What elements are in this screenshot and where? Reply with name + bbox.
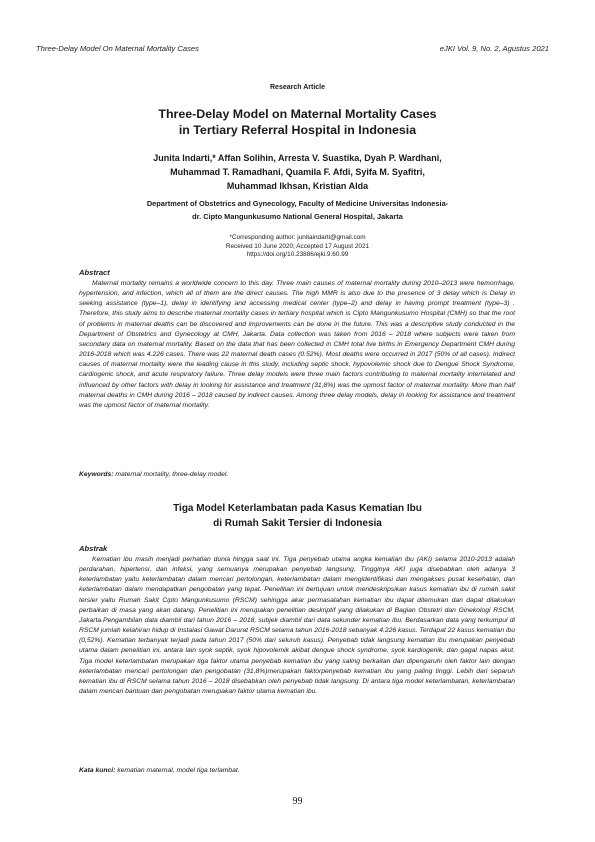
indonesian-title-line: di Rumah Sakit Tersier di Indonesia bbox=[213, 517, 382, 529]
abstrak-body bbox=[79, 555, 515, 697]
kata-kunci-label: Kata kunci: bbox=[79, 767, 116, 774]
abstract-heading: Abstract bbox=[79, 268, 110, 277]
affiliation-line: Department of Obstetrics and Gynecology, Faculty of Medicine Universitas Indonesia- bbox=[146, 199, 449, 208]
abstrak-heading: Abstrak bbox=[79, 544, 108, 553]
article-title-line: Three-Delay Model on Maternal Mortality Cases bbox=[158, 107, 437, 121]
page-number: 99 bbox=[292, 796, 303, 807]
affiliation-line: dr. Cipto Mangunkusumo National General Hospital, Jakarta bbox=[192, 211, 403, 221]
article-type-label: Research Article bbox=[270, 84, 325, 91]
author-line: Muhammad T. Ramadhani, Quamila F. Afdi, Syifa M. Syafitri, bbox=[170, 167, 425, 177]
corresponding-author: *Corresponding author: junitaindarti@gmail.com bbox=[229, 234, 366, 241]
doi-link[interactable]: https://doi.org/10.23886/ejki.9.60.99 bbox=[246, 251, 349, 259]
keywords-value: maternal mortality, three-delay model. bbox=[115, 471, 229, 478]
indonesian-title bbox=[60, 502, 535, 531]
kata-kunci-value: kematian maternal, model tiga terlambat. bbox=[117, 767, 240, 774]
affiliation bbox=[60, 198, 535, 223]
abstract-body bbox=[79, 279, 515, 411]
article-meta bbox=[60, 234, 535, 260]
author-line: Junita Indarti,* Affan Solihin, Arresta V. Suastika, Dyah P. Wardhani, bbox=[153, 153, 442, 163]
running-header-journal: eJKI Vol. 9, No. 2, Agustus 2021 bbox=[439, 44, 549, 53]
author-line: Muhammad Ikhsan, Kristian Alda bbox=[226, 181, 369, 191]
abstrak-paragraph: Kematian ibu masih menjadi perhatian dunia hingga saat ini. Tiga penyebab utama angka kematian ibu (AKI) selama 2010-2013 adalah perdarahan, hipertensi, dan infeksi, yang semuanya merupakan penyebab langsung. Tingginya AKI juga disebabkan oleh adanya 3 keterlambatan yaitu keterlambatan dalam mencari pertolongan, keterlambatan dalam mengidentifikasi dan mengakses pusat kesehatan, dan keterlambatan dalam mendapatkan pengobatan yang tepat. Penelitian ini bertujuan untuk mendeskripsikan kasus kematian ibu di rumah sakit tersier yaitu Rumah Sakit Cipto Mangunkusumo (RSCM) sehingga akar permasalahan kematian ibu dapat ditemukan dan dapat dilakukan perbaikan di masa yang akan datang. Penelitian ini merupakan penelitian deskriptif yang dilakukan di Bagian Obstetri dan Ginekologi RSCM, Jakarta.Pengambilan data diambil dari tahun 2016 – 2018, subjek diambil dari data sekunder kematian ibu. Berdasarkan data yang terkumpul di RSCM jumlah kelahiran hidup di Instalasi Gawat Darurat RSCM selama tahun 2016-2018 sebanyak 4.226 kasus. Terdapat 22 kasus kematian ibu (0,52%). Kematian terbanyak terjadi pada tahun 2017 (50% dari seluruh kasus). Penyebab tidak langsung kematian ibu merupakan penyebab utama dalam penelitian ini, antara lain syok septik, syok hipovolemik akibat dengue shock syndrome, syok kardiogenik, dan gagal napas akut. Tiga model keterlambatan merupakan tiga faktor utama penyebab kematian ibu yang saling berkaitan dan dipengaruhi oleh faktor lain dengan keterlambatan mencari pertolongan dan pengobatan (31,8%)merupakan faktorpenyebab kematian ibu yang paling tinggi. Lebih dari separuh kematian ibu di RSCM selama tahun 2016 – 2018 disebabkan oleh penyebab tidak langsung. Di antara tiga model keterlambatan, keterlambatan dalam mencari bantuan dan pengobatan merupakan faktor utama kematian ibu. bbox=[79, 556, 515, 696]
abstract-paragraph: Maternal mortality remains a worldwide concern to this day. Three main causes of maternal mortality during 2010–2013 were hemorrhage, hypertension, and infection, which all of them are the direct causes. The high MMR is also due to the presence of 3 delay which is Delay in seeking assistance (type–1), delay in identifying and accessing medical center (type–2) and delay in having prompt treatment (type–3) . Therefore, this study aims to describe maternal mortality cases in tertiary hospital which is Cipto Mangunkusumo Hospital (CMH) so that the root of problems in maternal deaths can be discovered and improvements can be done in the future. This was a descriptive study conducted in the Department of Obstetrics and Gynecology at CMH, Jakarta. Data collection was taken from 2016 – 2018 where subjects were taken from secondary data on maternal mortality. Based on the data that has been collected in CMH total live births in Emergency Department CMH during 2016-2018 which was 4.226 cases. There was 22 maternal death cases (0.52%). Most deaths were occurred in 2017 (50% of all cases). Indirect causes of maternal mortality were the leading cause in this study, including septic shock, hypovolemic shock due to Dengue Shock Syndrome, cardiogenic shock, and acute respiratory failure. Three delay models were three main factors contributing to maternal mortality interrelated and influenced by other factors with delay in looking for assistance and treatment (31,8%) was the upmost factor of maternal mortality. More than half maternal deaths in CMH during 2016 – 2018 caused by indirect causes. Among three delay models, delay in looking for assistance and treatment was the upmost factor of maternal mortality. bbox=[79, 280, 515, 409]
indonesian-title-line: Tiga Model Keterlambatan pada Kasus Kematian Ibu bbox=[173, 503, 422, 514]
article-title bbox=[60, 106, 535, 138]
running-header-title: Three-Delay Model On Maternal Mortality Cases bbox=[36, 44, 199, 53]
author-list bbox=[70, 151, 525, 193]
article-title-line: in Tertiary Referral Hospital in Indonesia bbox=[178, 123, 417, 137]
kata-kunci bbox=[79, 767, 515, 774]
keywords bbox=[79, 471, 515, 478]
received-accepted-dates: Received 10 June 2020; Accepted 17 August 2021 bbox=[225, 242, 370, 250]
keywords-label: Keywords: bbox=[79, 471, 114, 478]
